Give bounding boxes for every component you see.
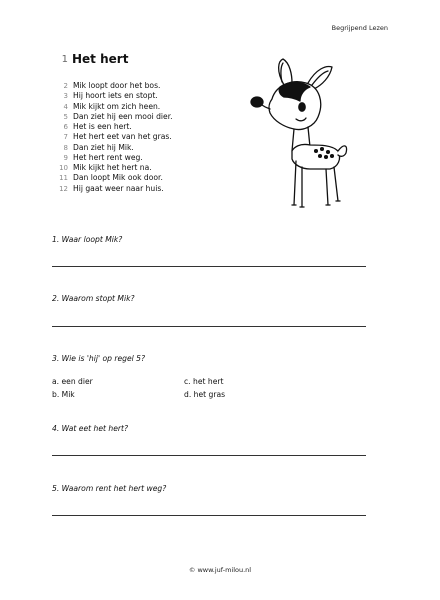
option-a[interactable]: a. een dier	[52, 377, 93, 386]
line-number: 10	[59, 164, 68, 172]
line-text: Hij hoort iets en stopt.	[73, 91, 158, 101]
footer-copyright: © www.juf-milou.nl	[188, 566, 252, 574]
option-c[interactable]: c. het hert	[184, 377, 224, 386]
question-2: 2. Waarom stopt Mik?	[52, 294, 135, 303]
line-number: 3	[63, 92, 68, 101]
line-text: Dan ziet hij Mik.	[73, 142, 134, 152]
line-text: Mik kijkt het hert na.	[73, 163, 152, 172]
line-number: 8	[63, 143, 68, 152]
answer-line-5[interactable]	[52, 515, 366, 516]
line-text: Mik kijkt om zich heen.	[73, 101, 161, 111]
option-b[interactable]: b. Mik	[52, 390, 75, 399]
option-d[interactable]: d. het gras	[184, 390, 226, 399]
line-number: 4	[63, 102, 68, 111]
line-number: 5	[63, 112, 68, 121]
line-text: Het is een hert.	[73, 122, 132, 131]
line-text: Het hert eet van het gras.	[73, 132, 172, 142]
line-number: 2	[63, 82, 68, 90]
line-text: Dan ziet hij een mooi dier.	[73, 111, 173, 121]
question-4: 4. Wat eet het hert?	[52, 424, 129, 433]
answer-line-2[interactable]	[52, 326, 366, 327]
line-number: 6	[63, 123, 68, 131]
line-text: Hij gaat weer naar huis.	[73, 183, 164, 193]
title-line-number: 1	[61, 54, 68, 65]
question-5: 5. Waarom rent het hert weg?	[52, 484, 167, 493]
line-text: Mik loopt door het bos.	[73, 81, 161, 90]
line-number: 11	[59, 174, 68, 183]
line-text: Het hert rent weg.	[73, 152, 143, 162]
line-number: 7	[63, 133, 68, 142]
deer-icon	[240, 55, 348, 215]
question-1: 1. Waar loopt Mik?	[52, 235, 123, 244]
header-label: Begrijpend Lezen	[331, 24, 388, 32]
answer-line-1[interactable]	[52, 266, 366, 267]
question-3: 3. Wie is 'hij' op regel 5?	[52, 354, 146, 363]
page-title: Het hert	[72, 52, 129, 66]
line-number: 9	[63, 153, 68, 162]
answer-line-4[interactable]	[52, 455, 366, 456]
line-number: 12	[59, 184, 68, 193]
line-text: Dan loopt Mik ook door.	[73, 173, 163, 183]
